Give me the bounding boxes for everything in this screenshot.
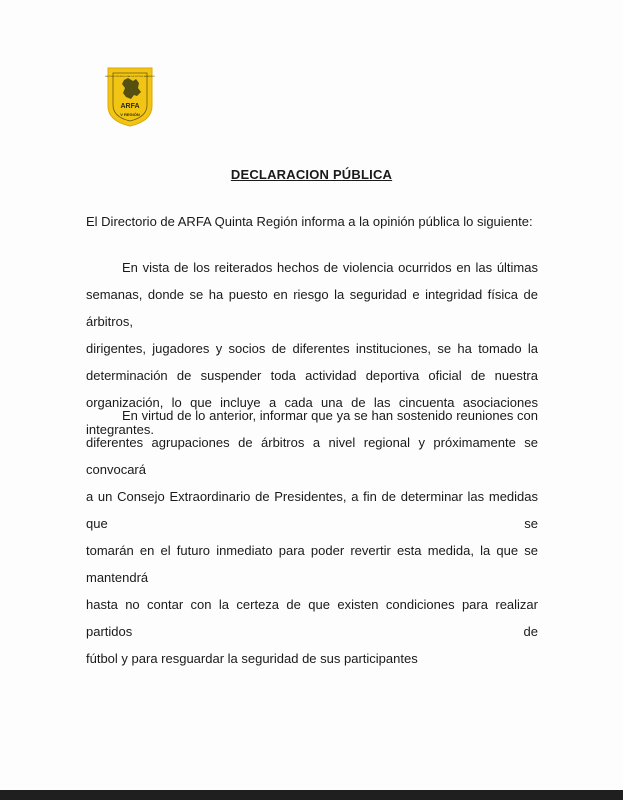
paragraph-line: fútbol y para resguardar la seguridad de sus participantes <box>86 651 418 666</box>
arfa-logo <box>104 66 156 128</box>
paragraph-2 <box>86 402 538 672</box>
logo-arc-text: ASOCIACIÓN REGIONAL DE FÚTBOL AMATEUR <box>105 76 155 78</box>
logo-acronym: ARFA <box>120 103 140 110</box>
intro-text: El Directorio de ARFA Quinta Región informa a la opinión pública lo siguiente: <box>86 214 533 229</box>
page-title: DECLARACION PÚBLICA <box>230 167 393 182</box>
paragraph-line: En vista de los reiterados hechos de violencia ocurridos en las últimas <box>122 260 538 275</box>
paragraph-line: diferentes agrupaciones de árbitros a nivel regional y próximamente se convocará <box>86 435 538 477</box>
paragraph-line: determinación de suspender toda actividad deportiva oficial de nuestra <box>86 368 538 383</box>
paragraph-line: organización, lo que incluye a cada una de las cincuenta asociaciones integrantes. <box>86 395 538 437</box>
paragraph-line: semanas, donde se ha puesto en riesgo la seguridad e integridad física de árbitros, <box>86 287 538 329</box>
paragraph-line: dirigentes, jugadores y socios de diferentes instituciones, se ha tomado la <box>86 341 538 356</box>
paragraph-line: hasta no contar con la certeza de que existen condiciones para realizar partidos de <box>86 597 538 639</box>
paragraph-line: En virtud de lo anterior, informar que ya se han sostenido reuniones con <box>122 408 538 423</box>
paragraph-line: tomarán en el futuro inmediato para poder revertir esta medida, la que se mantendrá <box>86 543 538 585</box>
bottom-bar <box>0 790 623 800</box>
paragraph-line: a un Consejo Extraordinario de Presidentes, a fin de determinar las medidas que se <box>86 489 538 531</box>
logo-region: V REGIÓN <box>120 112 140 117</box>
